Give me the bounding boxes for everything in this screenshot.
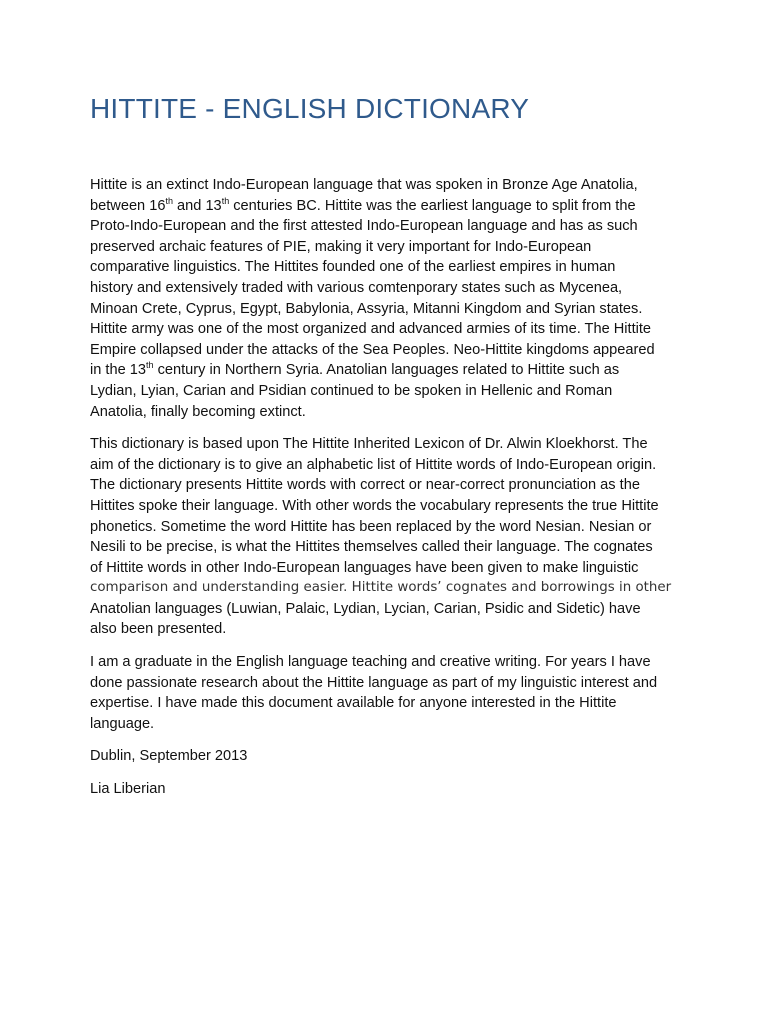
author-note-line: language. bbox=[90, 715, 155, 732]
document-title: HITTITE - ENGLISH DICTIONARY bbox=[90, 93, 530, 124]
intro-text: between 16 bbox=[90, 197, 166, 214]
intro-line bbox=[90, 196, 688, 217]
basis-line: Nesili to be precise, is what the Hittites themselves called their language. The cognates bbox=[90, 539, 653, 556]
intro-paragraph bbox=[90, 175, 688, 422]
author-note-line: expertise. I have made this document available for anyone interested in the Hittite bbox=[90, 695, 617, 712]
intro-line: Proto-Indo-European and the first attested Indo-European language and has as such bbox=[90, 218, 638, 235]
intro-line: Empire collapsed under the attacks of the Sea Peoples. Neo-Hittite kingdoms appeared bbox=[90, 341, 655, 358]
basis-line: aim of the dictionary is to give an alphabetic list of Hittite words of Indo-European origin. bbox=[90, 456, 657, 473]
basis-line: This dictionary is based upon The Hittite Inherited Lexicon of Dr. Alwin Kloekhorst. The bbox=[90, 436, 648, 453]
ordinal-suffix: th bbox=[146, 360, 154, 371]
author-note-line: I am a graduate in the English language teaching and creative writing. For years I have bbox=[90, 654, 651, 671]
intro-line: Anatolia, finally becoming extinct. bbox=[90, 403, 306, 420]
basis-paragraph bbox=[90, 434, 688, 640]
intro-line: history and extensively traded with various comtenporary states such as Mycenea, bbox=[90, 279, 623, 296]
basis-line: also been presented. bbox=[90, 621, 227, 638]
intro-line: Hittite is an extinct Indo-European language that was spoken in Bronze Age Anatolia, bbox=[90, 177, 638, 193]
basis-line: comparison and understanding easier. Hittite words’ cognates and borrowings in other bbox=[90, 580, 672, 596]
intro-text: centuries BC. Hittite was the earliest language to split from the bbox=[229, 197, 636, 214]
author-note-line: done passionate research about the Hittite language as part of my linguistic interest and bbox=[90, 674, 658, 691]
basis-line: of Hittite words in other Indo-European languages have been given to make linguistic bbox=[90, 559, 639, 576]
basis-line: phonetics. Sometime the word Hittite has been replaced by the word Nesian. Nesian or bbox=[90, 518, 652, 535]
intro-line: Hittite army was one of the most organized and advanced armies of its time. The Hittite bbox=[90, 321, 652, 338]
intro-text: century in Northern Syria. Anatolian languages related to Hittite such as bbox=[153, 362, 620, 379]
ordinal-suffix: th bbox=[221, 195, 230, 206]
basis-line: Hittites spoke their language. With other words the vocabulary represents the true Hittite bbox=[90, 497, 659, 514]
place-date: Dublin, September 2013 bbox=[90, 748, 248, 765]
document-body bbox=[90, 175, 688, 800]
intro-line: Lydian, Lyian, Carian and Psidian continued to be spoken in Hellenic and Roman bbox=[90, 382, 613, 399]
ordinal-suffix: th bbox=[165, 195, 173, 206]
author-note-paragraph bbox=[90, 652, 688, 734]
intro-line: preserved archaic features of PIE, making it very important for Indo-European bbox=[90, 238, 592, 255]
author-signature: Lia Liberian bbox=[90, 781, 166, 798]
intro-text: in the 13 bbox=[90, 362, 146, 379]
intro-line bbox=[90, 360, 688, 381]
basis-line: Anatolian languages (Luwian, Palaic, Lydian, Lycian, Carian, Psidic and Sidetic) have bbox=[90, 600, 641, 617]
intro-line: Minoan Crete, Cyprus, Egypt, Babylonia, Assyria, Mitanni Kingdom and Syrian states. bbox=[90, 300, 643, 317]
intro-line: comparative linguistics. The Hittites founded one of the earliest empires in human bbox=[90, 259, 616, 276]
basis-line: The dictionary presents Hittite words with correct or near-correct pronunciation as the bbox=[90, 477, 640, 494]
intro-text: and 13 bbox=[172, 197, 222, 214]
